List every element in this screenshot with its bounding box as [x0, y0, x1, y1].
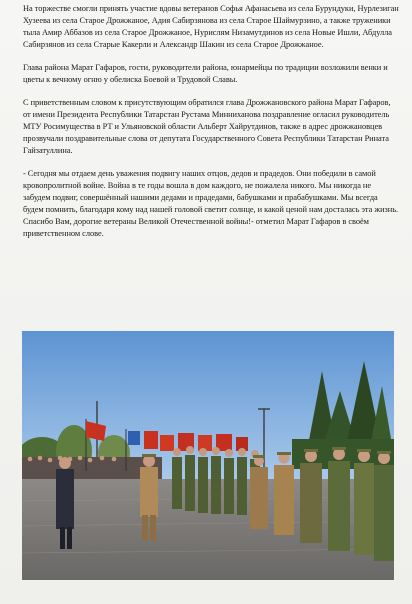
paragraph-participants: На торжестве смогли принять участие вдовы ветеранов Софья Афанасьева из села Бурундуки, Нурлезиган Хузеева из села Старое Дрожжаное, Адия Сабирзянова из села Старое Шаймурзино, а также труженики тыла Амир Аббазов из села Старое Дрожжаное, Нурислям Низамутдинов из села Новые Ишли, Абдулла Сабирзянов из села Старые Какерли и Александр Шакин из села Старое Дрожжаное.: [23, 4, 399, 49]
ceremony-photo-illustration: [22, 331, 394, 580]
paragraph-wreath-laying: Глава района Марат Гафаров, гости, руководители района, юнармейцы по традиции возложили венки и цветы к вечному огню у обелиска Боевой и Трудовой Славы.: [23, 63, 388, 84]
paragraph-greetings: С приветственным словом к присутствующим обратился глава Дрожжановского района Марат Гафаров, от имени Президента Республики Татарстан Рустама Минниханова поздравление огласил руководитель МТУ Росимущества в РТ и Ульяновской области Альберт Хайрутдинов, также в адрес дрожжановцев прозвучали поздравительные слова от депутата Государственного Совета Республики Татарстан Рината Гайзатуллина.: [23, 98, 391, 155]
ceremony-photo: [22, 331, 394, 580]
article-text: [23, 3, 399, 251]
paragraph-speech-quote: - Сегодня мы отдаем день уважения подвигу наших отцов, дедов и прадедов. Они победили в самой кровопролитной войне. Война в те годы вошла в дом каждого, не пожалела никого. Мы никогда не забудем подвиг, совершённый нашими дедами и прадедами, бабушками и прабабушками. Мы всегда будем помнить, благодаря кому над нашей головой светит солнце, и какой ценой нам досталась эта жизнь. Спасибо Вам, дорогие ветераны Великой Отечественной войны!- отметил Марат Гафаров в своём приветственном слове.: [23, 169, 399, 238]
soldier-row-back: [172, 455, 260, 515]
